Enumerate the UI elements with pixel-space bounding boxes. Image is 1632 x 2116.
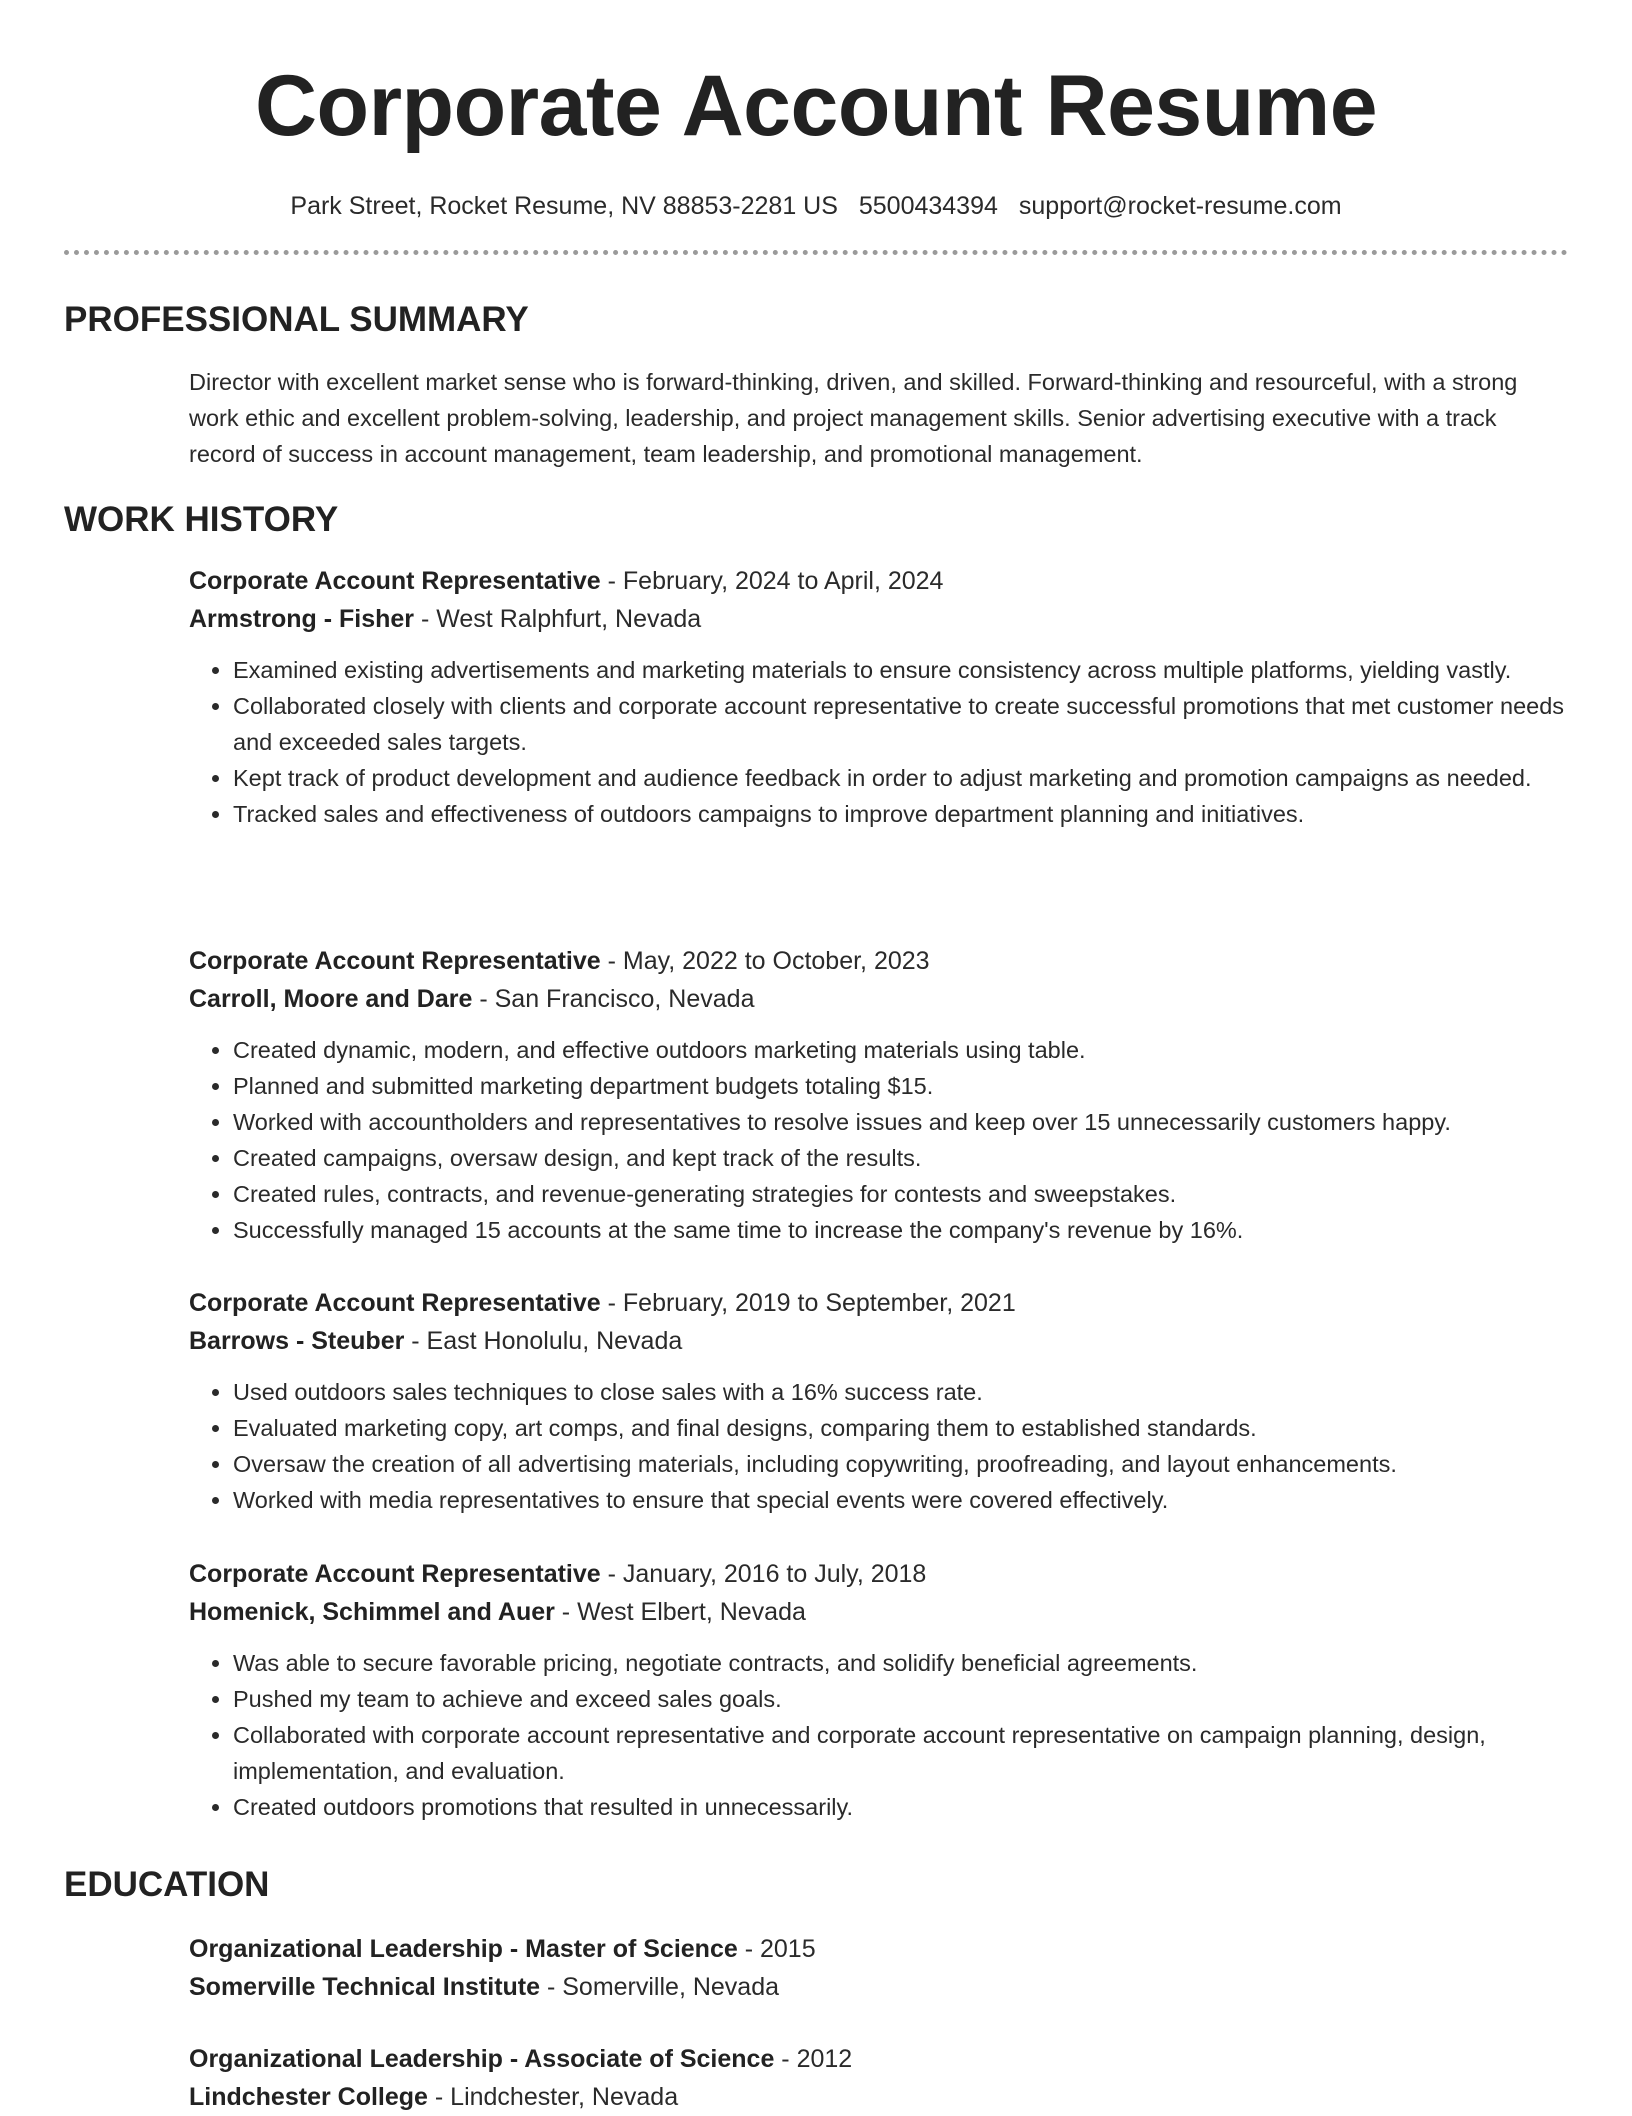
education-entry <box>189 2040 1569 2116</box>
contact-email: support@rocket-resume.com <box>1018 192 1342 220</box>
section-title-summary: PROFESSIONAL SUMMARY <box>64 300 529 339</box>
job-bullet: • Tracked sales and effectiveness of outdoors campaigns to improve department planning and initiatives. <box>233 796 1569 832</box>
job-bullet: • Oversaw the creation of all advertising materials, including copywriting, proofreading, and layout enhancements. <box>233 1446 1569 1482</box>
education-school: Lindchester College <box>189 2083 428 2111</box>
education-school-line <box>189 1968 1569 2006</box>
education-degree-line <box>189 1930 1569 1968</box>
job-bullet: • Evaluated marketing copy, art comps, and final designs, comparing them to established standards. <box>233 1410 1569 1446</box>
resume-header <box>64 58 1568 222</box>
job-entry <box>189 562 1569 832</box>
contact-phone: 5500434394 <box>858 192 998 220</box>
education-entry <box>189 1930 1569 2006</box>
job-company: Armstrong - Fisher <box>189 605 415 633</box>
job-location: - East Honolulu, Nevada <box>404 1327 683 1355</box>
job-entry <box>189 942 1569 1248</box>
education-school-line <box>189 2078 1569 2116</box>
job-bullet: • Kept track of product development and audience feedback in order to adjust marketing and promotion campaigns as needed. <box>233 760 1569 796</box>
job-bullet: • Created campaigns, oversaw design, and kept track of the results. <box>233 1140 1569 1176</box>
job-company-line <box>189 600 1569 638</box>
job-location: - San Francisco, Nevada <box>472 985 755 1013</box>
education-location: - Somerville, Nevada <box>540 1973 780 2001</box>
contact-address: Park Street, Rocket Resume, NV 88853-2281 US <box>290 192 838 220</box>
job-dates: - January, 2016 to July, 2018 <box>600 1560 927 1588</box>
education-degree-line <box>189 2040 1569 2078</box>
job-bullet: • Planned and submitted marketing department budgets totaling $15. <box>233 1068 1569 1104</box>
job-company-line <box>189 1593 1569 1631</box>
job-company: Carroll, Moore and Dare <box>189 985 473 1013</box>
contact-line <box>64 190 1568 222</box>
education-location: - Lindchester, Nevada <box>427 2083 679 2111</box>
job-bullet: • Was able to secure favorable pricing, negotiate contracts, and solidify beneficial agreements. <box>233 1645 1569 1681</box>
job-bullet: • Pushed my team to achieve and exceed sales goals. <box>233 1681 1569 1717</box>
job-location: - West Elbert, Nevada <box>554 1598 806 1626</box>
education-year: - 2015 <box>737 1935 816 1963</box>
job-bullets <box>189 1645 1569 1825</box>
job-bullet: • Used outdoors sales techniques to close sales with a 16% success rate. <box>233 1374 1569 1410</box>
job-company: Homenick, Schimmel and Auer <box>189 1598 555 1626</box>
section-title-education: EDUCATION <box>64 1865 270 1904</box>
job-entry <box>189 1284 1569 1518</box>
job-bullet: • Worked with media representatives to ensure that special events were covered effectively. <box>233 1482 1569 1518</box>
job-company: Barrows - Steuber <box>189 1327 405 1355</box>
job-dates: - May, 2022 to October, 2023 <box>600 947 930 975</box>
education-year: - 2012 <box>774 2045 853 2073</box>
job-dates: - February, 2019 to September, 2021 <box>600 1289 1016 1317</box>
job-bullet: • Examined existing advertisements and marketing materials to ensure consistency across multiple platforms, yielding vastly. <box>233 652 1569 688</box>
job-bullets <box>189 652 1569 832</box>
job-title-line <box>189 1555 1569 1593</box>
job-company-line <box>189 1322 1569 1360</box>
job-company-line <box>189 980 1569 1018</box>
job-role: Corporate Account Representative <box>189 567 601 595</box>
job-bullets <box>189 1032 1569 1248</box>
resume-title: Corporate Account Resume <box>254 58 1378 154</box>
job-location: - West Ralphfurt, Nevada <box>414 605 702 633</box>
education-school: Somerville Technical Institute <box>189 1973 541 2001</box>
education-degree: Organizational Leadership - Master of Science <box>189 1935 738 1963</box>
section-title-work-history: WORK HISTORY <box>64 500 339 539</box>
job-bullet: • Collaborated closely with clients and corporate account representative to create successful promotions that met customer needs and exceeded sales targets. <box>233 688 1569 760</box>
job-dates: - February, 2024 to April, 2024 <box>600 567 944 595</box>
job-bullet: • Created rules, contracts, and revenue-generating strategies for contests and sweepstakes. <box>233 1176 1569 1212</box>
job-bullets <box>189 1374 1569 1518</box>
job-title-line <box>189 562 1569 600</box>
job-entry <box>189 1555 1569 1825</box>
job-title-line <box>189 1284 1569 1322</box>
job-bullet: • Created outdoors promotions that resulted in unnecessarily. <box>233 1789 1569 1825</box>
job-bullet: • Collaborated with corporate account representative and corporate account representative on campaign planning, design, implementation, and evaluation. <box>233 1717 1569 1789</box>
job-role: Corporate Account Representative <box>189 947 601 975</box>
education-degree: Organizational Leadership - Associate of Science <box>189 2045 775 2073</box>
summary-text: Director with excellent market sense who is forward-thinking, driven, and skilled. Forward-thinking and resourceful, with a strong work ethic and excellent problem-solving, leadership, and project management skills. Senior advertising executive with a track record of success in account management, team leadership, and promotional management. <box>189 369 1518 467</box>
job-title-line <box>189 942 1569 980</box>
job-role: Corporate Account Representative <box>189 1560 601 1588</box>
job-bullet: • Created dynamic, modern, and effective outdoors marketing materials using table. <box>233 1032 1569 1068</box>
job-role: Corporate Account Representative <box>189 1289 601 1317</box>
header-divider <box>64 250 1568 255</box>
job-bullet: • Worked with accountholders and representatives to resolve issues and keep over 15 unnecessarily customers happy. <box>233 1104 1569 1140</box>
job-bullet: • Successfully managed 15 accounts at the same time to increase the company's revenue by 16%. <box>233 1212 1569 1248</box>
